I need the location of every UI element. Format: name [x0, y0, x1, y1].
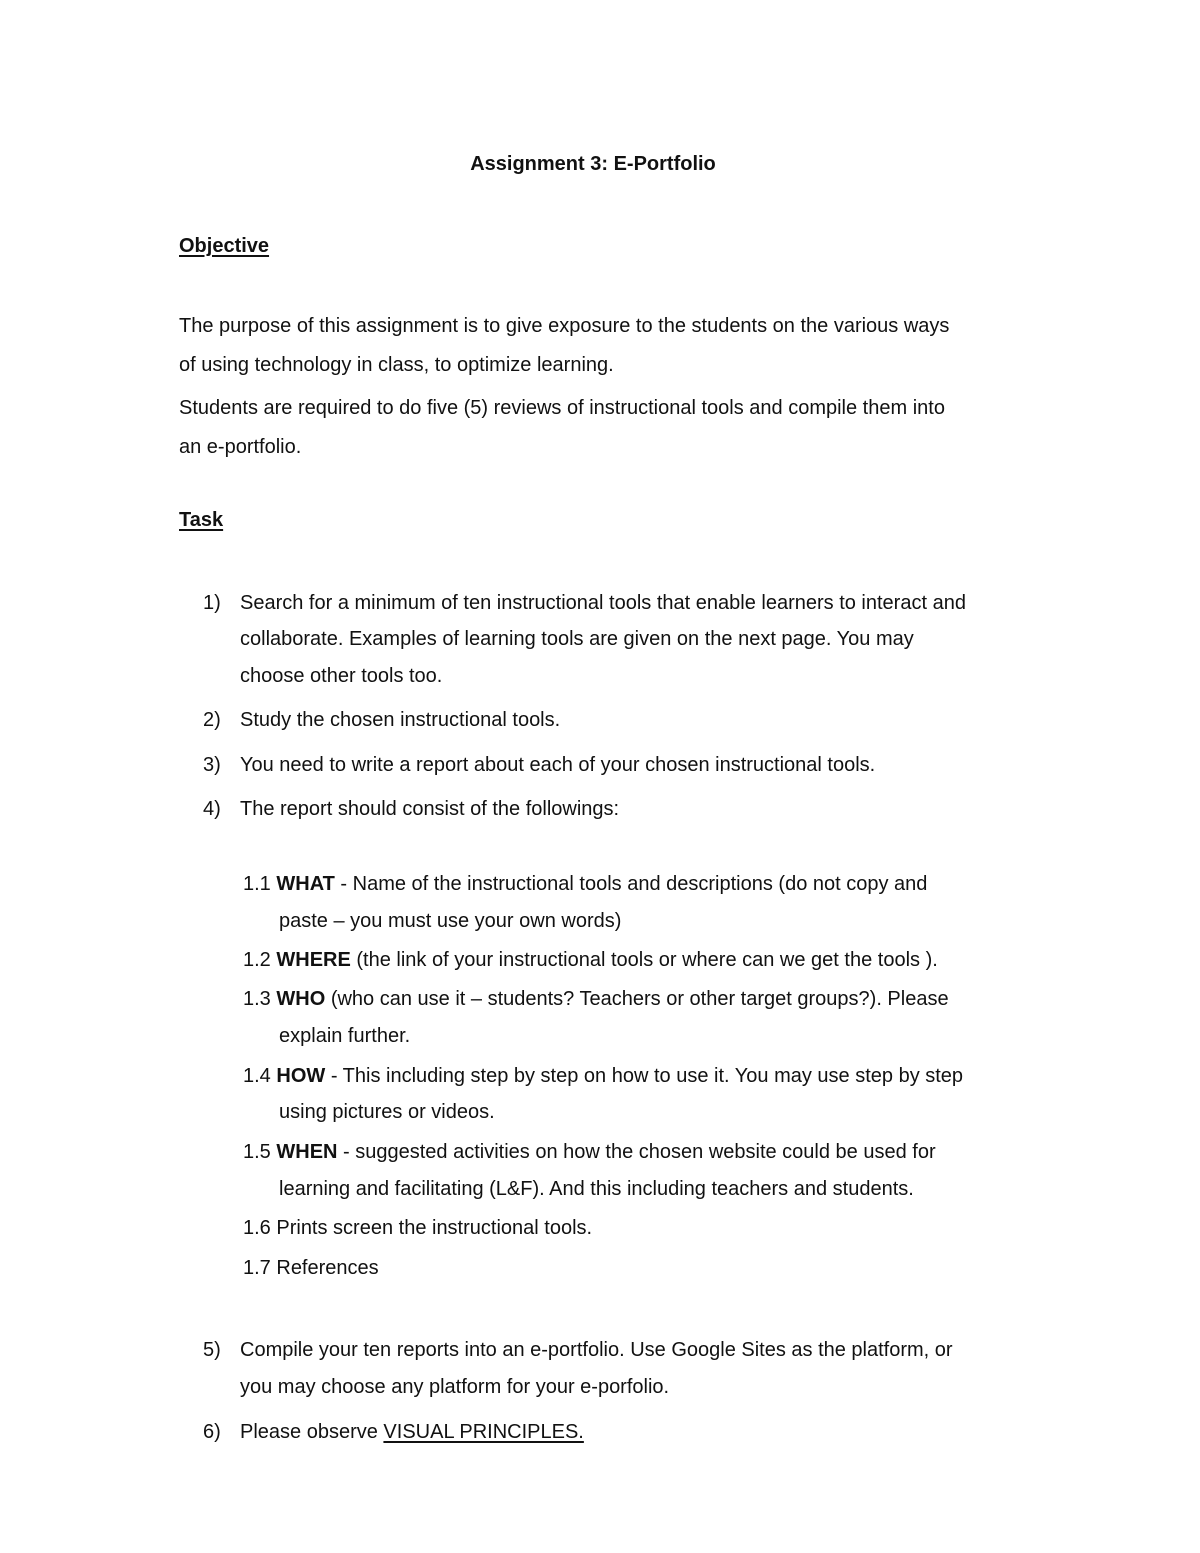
task-item-number: 3) — [203, 754, 221, 776]
subitem-keyword: WHAT — [276, 873, 335, 895]
objective-paragraph-2-line-2: an e-portfolio. — [179, 436, 302, 458]
subitem-continuation: explain further. — [279, 1025, 411, 1047]
item-prefix: Please observe — [240, 1421, 384, 1443]
subitem-number: 1.2 — [243, 949, 271, 971]
task-item-number: 6) — [203, 1421, 221, 1443]
subitem-keyword: WHO — [276, 988, 326, 1010]
subitem-continuation: using pictures or videos. — [279, 1101, 495, 1123]
objective-paragraph-2-line-1: Students are required to do five (5) reviews of instructional tools and compile them into — [179, 397, 945, 419]
report-subitem-when — [243, 1140, 936, 1164]
subitem-number: 1.1 — [243, 873, 271, 895]
subitem-text: References — [270, 1257, 379, 1279]
report-subitem-what — [243, 872, 927, 896]
subitem-text: (the link of your instructional tools or where can we get the tools ). — [350, 949, 938, 971]
task-item-text: The report should consist of the followings: — [240, 798, 620, 820]
task-item-number: 5) — [203, 1339, 221, 1361]
report-subitem-how — [243, 1064, 963, 1088]
report-subitem-references — [243, 1256, 379, 1280]
subitem-text: (who can use it – students? Teachers or other target groups?). Please — [325, 988, 949, 1010]
subitem-keyword: HOW — [276, 1065, 326, 1087]
subitem-text: Prints screen the instructional tools. — [270, 1217, 593, 1239]
subitem-continuation: paste – you must use your own words) — [279, 910, 622, 932]
task-item-text: Search for a minimum of ten instructional tools that enable learners to interact and — [240, 592, 966, 614]
objective-paragraph-1-line-2: of using technology in class, to optimize learning. — [179, 354, 614, 376]
task-item-number: 4) — [203, 798, 221, 820]
report-subitem-print-screen — [243, 1216, 592, 1240]
task-item-text: choose other tools too. — [240, 665, 443, 687]
objective-heading: Objective — [179, 235, 270, 257]
visual-principles-emphasis: VISUAL PRINCIPLES. — [383, 1421, 584, 1443]
report-subitem-where — [243, 948, 938, 972]
subitem-keyword: WHEN — [276, 1141, 338, 1163]
task-item-number: 2) — [203, 709, 221, 731]
subitem-number: 1.5 — [243, 1141, 271, 1163]
subitem-number: 1.3 — [243, 988, 271, 1010]
report-subitem-who — [243, 987, 949, 1011]
subitem-text: - suggested activities on how the chosen website could be used for — [337, 1141, 936, 1163]
subitem-number: 1.7 — [243, 1257, 271, 1279]
subitem-keyword: WHERE — [276, 949, 351, 971]
subitem-text: - Name of the instructional tools and descriptions (do not copy and — [334, 873, 928, 895]
document-title: Assignment 3: E-Portfolio — [470, 153, 716, 175]
task-item-text: you may choose any platform for your e-porfolio. — [240, 1376, 670, 1398]
task-item-text: collaborate. Examples of learning tools are given on the next page. You may — [240, 628, 914, 650]
task-item-text — [240, 1420, 584, 1444]
subitem-number: 1.4 — [243, 1065, 271, 1087]
task-item-text: Compile your ten reports into an e-portfolio. Use Google Sites as the platform, or — [240, 1339, 953, 1361]
subitem-continuation: learning and facilitating (L&F). And this including teachers and students. — [279, 1178, 914, 1200]
task-heading: Task — [179, 509, 224, 531]
subitem-number: 1.6 — [243, 1217, 271, 1239]
objective-paragraph-1-line-1: The purpose of this assignment is to give exposure to the students on the various ways — [179, 315, 950, 337]
task-item-text: You need to write a report about each of your chosen instructional tools. — [240, 754, 876, 776]
task-item-number: 1) — [203, 592, 221, 614]
task-item-text: Study the chosen instructional tools. — [240, 709, 561, 731]
subitem-text: - This including step by step on how to use it. You may use step by step — [325, 1065, 964, 1087]
